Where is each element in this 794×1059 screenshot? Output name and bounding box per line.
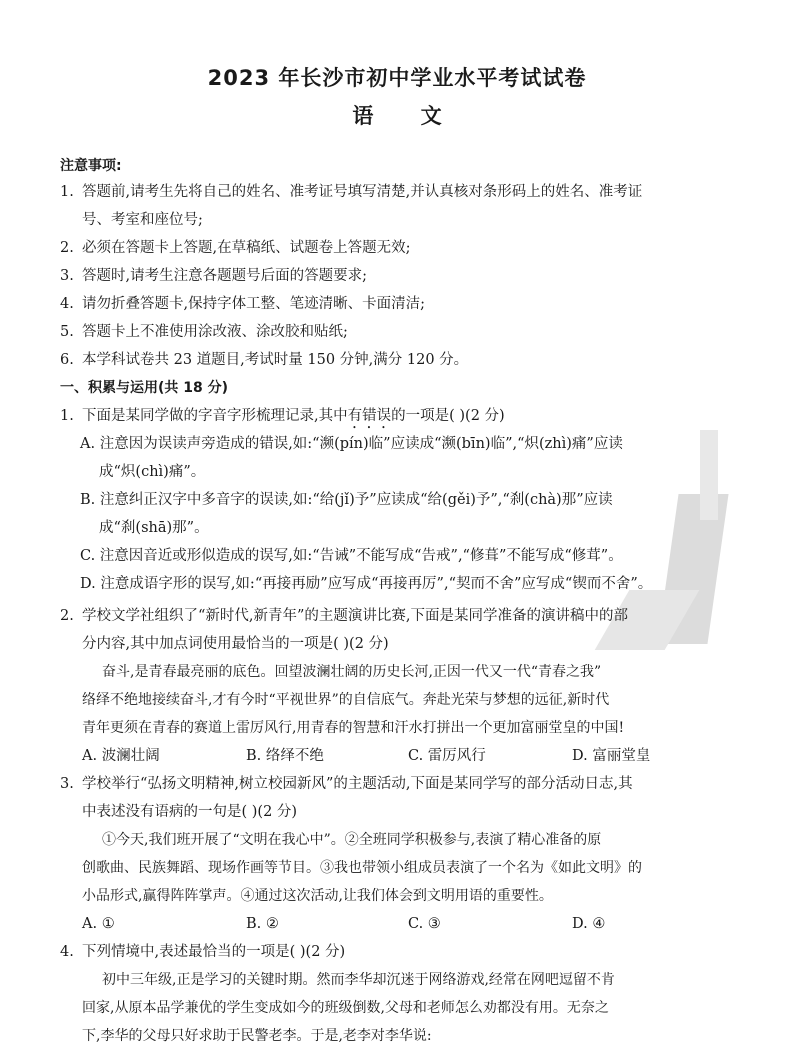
q1-option-c: C. 注意因音近或形似造成的误写,如:“告诫”不能写成“告戒”,“修葺”不能写成“修茸”。: [80, 548, 623, 564]
passage-line: 初中三年级,正是学习的关键时期。然而李华却沉迷于网络游戏,经常在网吧逗留不肯: [102, 972, 615, 988]
q2-option-d: D. 富丽堂皇: [572, 748, 651, 764]
q1-option-b: B. 注意纠正汉字中多音字的误读,如:“给(jǐ)予”应读成“给(gěi)予”,“刹(chà)那”应读: [80, 492, 613, 508]
notice-item: [60, 266, 367, 286]
q1-option-d: D. 注意成语字形的误写,如:“再接再励”应写成“再接再厉”,“契而不舍”应写成“锲而不舍”。: [80, 576, 653, 592]
item-text: 本学科试卷共 23 道题目,考试时量 150 分钟,满分 120 分。: [82, 352, 469, 368]
question-number: 3.: [60, 776, 74, 792]
question-4-stem: [60, 942, 345, 962]
question-number: 1.: [60, 408, 74, 424]
notice-item: [60, 182, 642, 202]
notice-item: [60, 350, 468, 370]
question-2-stem-continued: 分内容,其中加点词使用最恰当的一项是( )(2 分): [82, 636, 389, 652]
notice-heading: 注意事项:: [60, 158, 122, 174]
passage-line: 小品形式,赢得阵阵掌声。④通过这次活动,让我们体会到文明用语的重要性。: [82, 888, 553, 904]
stem-text: 下列情境中,表述最恰当的一项是( )(2 分): [82, 944, 346, 960]
passage-line: 回家,从原本品学兼优的学生变成如今的班级倒数,父母和老师怎么劝都没有用。无奈之: [82, 1000, 609, 1016]
passage-line: 奋斗,是青春最亮丽的底色。回望波澜壮阔的历史长河,正因一代又一代“青春之我”: [102, 664, 602, 680]
stem-text: 下面是某同学做的字音字形梳理记录,其中: [82, 408, 348, 424]
q3-option-d: D. ④: [572, 916, 606, 932]
q2-option-c: C. 雷厉风行: [408, 748, 486, 764]
question-3-stem: [60, 774, 633, 794]
q2-option-a: A. 波澜壮阔: [82, 748, 160, 764]
emphasized-text: 有错误: [347, 408, 392, 424]
watermark-mark: [700, 430, 718, 520]
q1-option-a: A. 注意因为误读声旁造成的错误,如:“濒(pín)临”应读成“濒(bīn)临”,“炽(zhì)痛”应读: [80, 436, 623, 452]
item-text: 必须在答题卡上答题,在草稿纸、试题卷上答题无效;: [82, 240, 411, 256]
notice-item: [60, 294, 425, 314]
passage-line: 创歌曲、民族舞蹈、现场作画等节目。③我也带领小组成员表演了一个名为《如此文明》的: [82, 860, 642, 876]
question-2-stem: [60, 606, 628, 626]
q1-option-b-continued: 成“刹(shā)那”。: [99, 520, 209, 536]
q3-option-b: B. ②: [246, 916, 279, 932]
stem-text: 学校文学社组织了“新时代,新青年”的主题演讲比赛,下面是某同学准备的演讲稿中的部: [82, 608, 629, 624]
item-text: 请勿折叠答题卡,保持字体工整、笔迹清晰、卡面清洁;: [82, 296, 425, 312]
q3-option-a: A. ①: [82, 916, 115, 932]
q1-option-a-continued: 成“炽(chì)痛”。: [99, 464, 206, 480]
stem-text: 的一项是( )(2 分): [391, 408, 505, 424]
stem-text: 学校举行“弘扬文明精神,树立校园新风”的主题活动,下面是某同学写的部分活动日志,其: [82, 776, 633, 792]
item-number: 4.: [60, 296, 74, 312]
q2-option-b: B. 络绎不绝: [246, 748, 324, 764]
item-number: 6.: [60, 352, 74, 368]
passage-line: 络绎不绝地接续奋斗,才有今时“平视世界”的自信底气。奔赴光荣与梦想的远征,新时代: [82, 692, 610, 708]
q3-option-c: C. ③: [408, 916, 441, 932]
item-number: 1.: [60, 184, 74, 200]
passage-line: ①今天,我们班开展了“文明在我心中”。②全班同学积极参与,表演了精心准备的原: [102, 832, 602, 848]
item-text: 答题前,请考生先将自己的姓名、准考证号填写清楚,并认真核对条形码上的姓名、准考证: [82, 184, 643, 200]
question-3-stem-continued: 中表述没有语病的一句是( )(2 分): [82, 804, 298, 820]
exam-title: 2023 年长沙市初中学业水平考试试卷: [207, 66, 587, 90]
item-text: 答题时,请考生注意各题题号后面的答题要求;: [82, 268, 367, 284]
notice-item: [60, 322, 348, 342]
exam-subject: 语 文: [352, 104, 442, 128]
notice-item: [60, 238, 411, 258]
question-number: 4.: [60, 944, 74, 960]
passage-line: 青年更须在青春的赛道上雷厉风行,用青春的智慧和汗水打拼出一个更加富丽堂皇的中国!: [82, 720, 625, 736]
item-number: 5.: [60, 324, 74, 340]
section-heading: 一、积累与运用(共 18 分): [60, 380, 229, 396]
question-number: 2.: [60, 608, 74, 624]
item-text: 答题卡上不准使用涂改液、涂改胶和贴纸;: [82, 324, 348, 340]
item-number: 2.: [60, 240, 74, 256]
passage-line: 下,李华的父母只好求助于民警老李。于是,老李对李华说:: [82, 1028, 432, 1044]
item-number: 3.: [60, 268, 74, 284]
notice-item-continued: 号、考室和座位号;: [82, 212, 203, 228]
question-1-stem: [60, 406, 505, 432]
